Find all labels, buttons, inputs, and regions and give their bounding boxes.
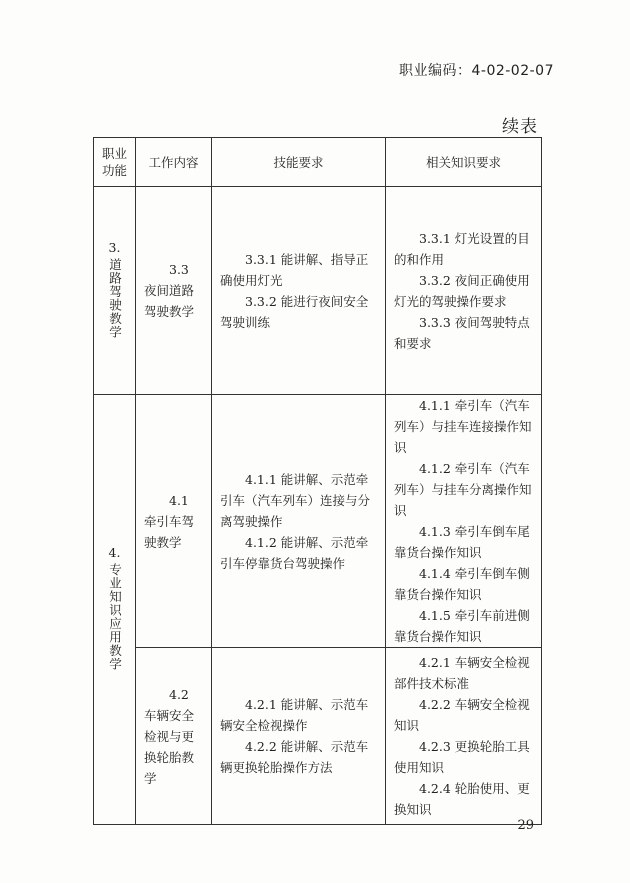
function-cell xyxy=(94,187,136,395)
page-number: 29 xyxy=(517,818,534,833)
knowledge-item: 4.2.4 轮胎使用、更换知识 xyxy=(394,781,530,817)
skill-item: 3.3.2 能进行夜间安全驾驶训练 xyxy=(220,293,369,330)
knowledge-item: 4.1.1 牵引车（汽车列车）与挂车连接操作知识 xyxy=(394,398,532,455)
knowledge-item: 4.1.3 牵引车倒车尾靠货台操作知识 xyxy=(394,524,530,560)
knowledge-item: 4.1.4 牵引车倒车侧靠货台操作知识 xyxy=(394,566,530,602)
knowledge-cell xyxy=(386,648,542,825)
skills-cell xyxy=(212,395,386,648)
knowledge-item: 3.3.3 夜间驾驶特点和要求 xyxy=(394,314,530,351)
table-row xyxy=(94,395,542,648)
header-content: 工作内容 xyxy=(136,138,212,187)
skills-table xyxy=(93,137,542,825)
header-function: 职业 功能 xyxy=(94,138,136,187)
skill-item: 3.3.1 能讲解、指导正确使用灯光 xyxy=(220,251,369,288)
skills-cell xyxy=(212,187,386,395)
work-content-cell: 4.2 车辆安全检视与更换轮胎教学 xyxy=(136,648,212,825)
knowledge-item: 4.2.2 车辆安全检视知识 xyxy=(394,697,530,733)
knowledge-item: 3.3.1 灯光设置的目的和作用 xyxy=(394,230,530,267)
table-row xyxy=(94,187,542,395)
table-row xyxy=(94,648,542,825)
skill-item: 4.1.1 能讲解、示范牵引车（汽车列车）连接与分离驾驶操作 xyxy=(220,471,371,529)
knowledge-item: 4.2.3 更换轮胎工具使用知识 xyxy=(394,739,530,775)
function-number: 4. xyxy=(108,545,121,560)
skills-cell xyxy=(212,648,386,825)
function-number: 3. xyxy=(108,239,121,255)
knowledge-cell xyxy=(386,187,542,395)
skill-item: 4.1.2 能讲解、示范牵引车停靠货台驾驶操作 xyxy=(220,534,369,571)
knowledge-item: 4.2.1 车辆安全检视部件技术标准 xyxy=(394,655,530,691)
function-name: 专业知识应用教学 xyxy=(107,563,123,671)
knowledge-item: 3.3.2 夜间正确使用灯光的驾驶操作要求 xyxy=(394,272,530,309)
table-header-row xyxy=(94,138,542,187)
work-content-cell: 3.3 夜间道路驾驶教学 xyxy=(136,187,212,395)
skill-item: 4.2.1 能讲解、示范车辆安全检视操作 xyxy=(220,697,369,733)
function-name: 道路驾驶教学 xyxy=(107,257,123,339)
header-knowledge: 相关知识要求 xyxy=(386,138,542,187)
work-content-cell: 4.1 牵引车驾驶教学 xyxy=(136,395,212,648)
header-skills: 技能要求 xyxy=(212,138,386,187)
knowledge-item: 4.1.5 牵引车前进侧靠货台操作知识 xyxy=(394,608,530,644)
knowledge-item: 4.1.2 牵引车（汽车列车）与挂车分离操作知识 xyxy=(394,461,532,518)
function-cell xyxy=(94,395,136,825)
continued-label: 续表 xyxy=(502,117,538,137)
skill-item: 4.2.2 能讲解、示范车辆更换轮胎操作方法 xyxy=(220,739,369,775)
occupation-code: 职业编码：4-02-02-07 xyxy=(398,63,554,79)
knowledge-cell xyxy=(386,395,542,648)
